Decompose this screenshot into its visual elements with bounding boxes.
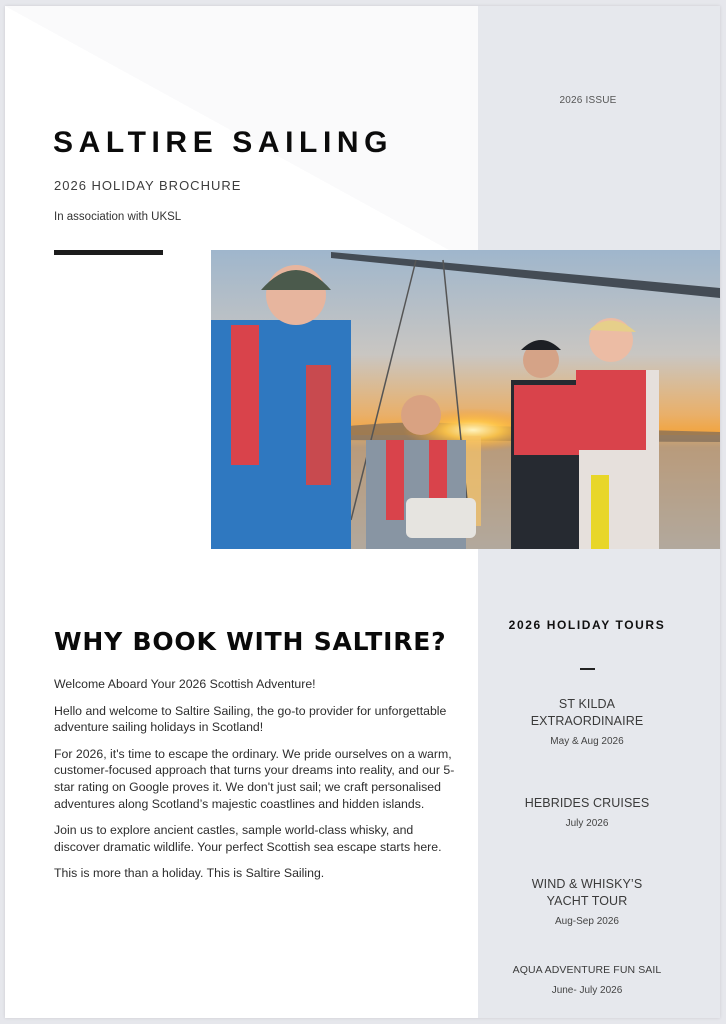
title-divider (54, 250, 163, 255)
brochure-subtitle: 2026 HOLIDAY BROCHURE (54, 178, 242, 193)
brochure-page (5, 6, 720, 1018)
tours-heading: 2026 HOLIDAY TOURS (508, 618, 666, 632)
brand-title: SALTIRE SAILING (53, 126, 394, 159)
sunset-sailing-photo-illustration (211, 250, 720, 549)
association-line: In association with UKSL (54, 211, 182, 223)
intro-body (54, 676, 459, 892)
intro-paragraph: Join us to explore ancient castles, sample world-class whisky, and discover dramatic wildlife. Your perfect Scottish sea escape starts here. (54, 823, 442, 854)
section-title: WHY BOOK WITH SALTIRE? (54, 627, 447, 656)
intro-paragraph: Hello and welcome to Saltire Sailing, the go-to provider for unforgettable adventure sailing holidays in Scotland! (54, 703, 447, 735)
tour-name: AQUA ADVENTURE FUN SAIL (512, 964, 662, 976)
tour-dates: July 2026 (565, 818, 609, 829)
tour-item-hebrides (488, 795, 686, 829)
intro-paragraph: For 2026, it's time to escape the ordinary. We pride ourselves on a warm, customer-focused approach that turns your dreams into reality, and our 5-star rating on Google proves it. We don't just sail; we craft personalised adventures along Scotland’s majestic coastlines and hidden islands. (54, 746, 455, 811)
tour-name: ST KILDA EXTRAORDINAIRE (530, 697, 644, 728)
tour-dates: Aug-Sep 2026 (555, 916, 619, 927)
tours-heading-divider (580, 668, 595, 670)
tour-item-st-kilda (488, 696, 686, 747)
intro-paragraph: Welcome Aboard Your 2026 Scottish Adventure! (54, 677, 316, 691)
issue-label: 2026 ISSUE (559, 95, 617, 106)
hero-photo (211, 250, 720, 549)
tour-dates: June- July 2026 (551, 985, 623, 996)
tour-name: WIND & WHISKY’S YACHT TOUR (531, 877, 643, 908)
tour-name: HEBRIDES CRUISES (524, 796, 650, 810)
tour-item-wind-whisky (488, 876, 686, 927)
tour-item-aqua-adventure (488, 962, 686, 996)
intro-paragraph: This is more than a holiday. This is Saltire Sailing. (54, 866, 325, 881)
tour-dates: May & Aug 2026 (550, 736, 624, 747)
